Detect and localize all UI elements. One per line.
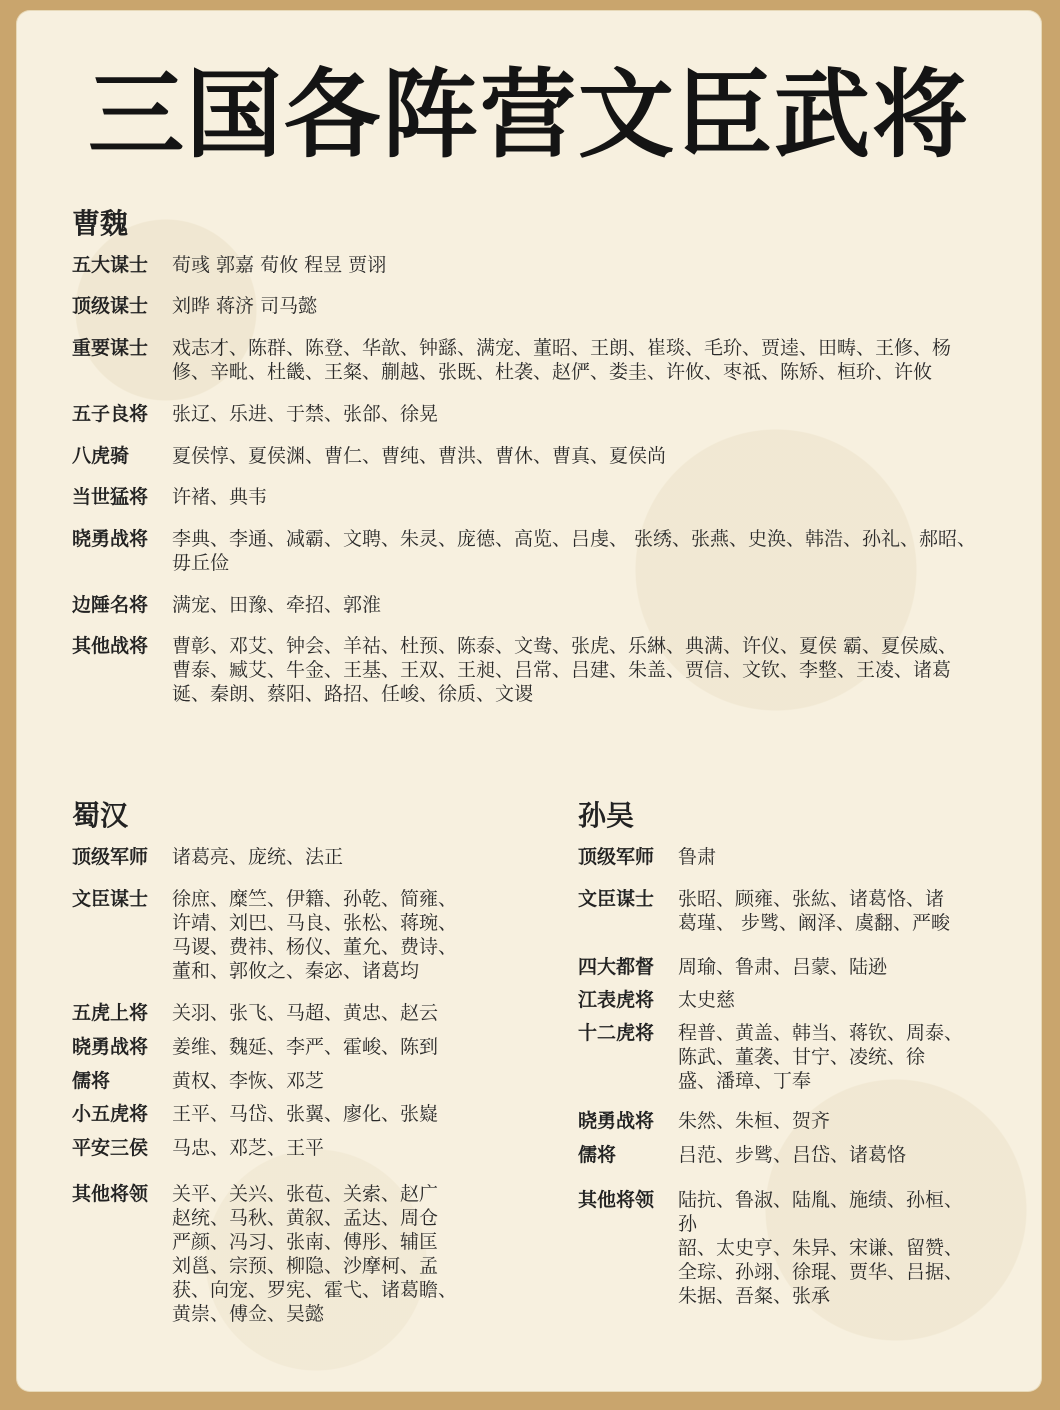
row-label: 当世猛将: [72, 486, 149, 508]
wei-row: [72, 294, 317, 318]
shu-row: [72, 1069, 324, 1093]
wu-row: [578, 845, 716, 869]
row-names: 曹彰、邓艾、钟会、羊祜、杜预、陈泰、文鸯、张虎、乐綝、典满、许仪、夏侯 霸、夏侯威、 曹泰、臧艾、牛金、王基、王双、王昶、吕常、吕建、朱盖、贾信、文钦、李整、王凌、诸葛 诞、秦朗、蔡阳、路招、任峻、徐质、文谡: [172, 635, 958, 705]
row-label: 儒将: [72, 1070, 111, 1092]
row-names: 关羽、张飞、马超、黄忠、赵云: [172, 1002, 439, 1024]
row-label: 平安三侯: [72, 1137, 149, 1159]
row-label: 晓勇战将: [578, 1110, 655, 1132]
wu-row: [578, 1109, 830, 1133]
wei-row: [72, 485, 267, 509]
shu-row: [72, 1035, 438, 1059]
wei-row: [72, 336, 951, 384]
row-label: 顶级军师: [72, 846, 149, 868]
row-names: 鲁肃: [678, 846, 717, 868]
row-names: 陆抗、鲁淑、陆胤、施绩、孙桓、 孙 韶、太史亨、朱异、宋谦、留赞、 全琮、孙翊、徐琨、贾华、吕据、 朱据、吾粲、张承: [678, 1189, 964, 1307]
row-names: 关平、关兴、张苞、关索、赵广 赵统、马秋、黄叙、孟达、周仓 严颜、冯习、张南、傅彤、辅匡 刘邕、宗预、柳隐、沙摩柯、孟 获、向宠、罗宪、霍弋、诸葛瞻、 黄崇、傅佥、吴懿: [172, 1183, 458, 1325]
row-names: 满宠、田豫、牵招、郭淮: [172, 594, 382, 616]
wu-row: [578, 887, 950, 935]
row-names: 张辽、乐进、于禁、张郃、徐晃: [172, 403, 439, 425]
wu-row: [578, 1188, 963, 1308]
shu-row: [72, 1136, 324, 1160]
row-label: 晓勇战将: [72, 528, 149, 550]
row-label: 四大都督: [578, 956, 655, 978]
row-label: 五虎上将: [72, 1002, 149, 1024]
row-label: 儒将: [578, 1144, 617, 1166]
row-label: 其他将领: [578, 1189, 655, 1211]
wei-row: [72, 402, 438, 426]
row-label: 重要谋士: [72, 337, 149, 359]
row-names: 姜维、魏延、李严、霍峻、陈到: [172, 1036, 439, 1058]
wei-row: [72, 253, 386, 277]
row-label: 江表虎将: [578, 989, 655, 1011]
row-label: 八虎骑: [72, 445, 130, 467]
section-title-wu: 孙吴: [578, 799, 635, 832]
wu-row: [578, 1143, 906, 1167]
row-label: 其他将领: [72, 1183, 149, 1205]
row-label: 小五虎将: [72, 1103, 149, 1125]
shu-row: [72, 1001, 438, 1025]
row-names: 太史慈: [678, 989, 736, 1011]
wei-row: [72, 444, 666, 468]
shu-row: [72, 1182, 457, 1326]
row-names: 王平、马岱、张翼、廖化、张嶷: [172, 1103, 439, 1125]
row-names: 刘晔 蒋济 司马懿: [172, 295, 318, 317]
row-names: 诸葛亮、庞统、法正: [172, 846, 344, 868]
wu-row: [578, 988, 735, 1012]
row-label: 文臣谋士: [72, 888, 149, 910]
row-label: 其他战将: [72, 635, 149, 657]
page-title: 三国各阵营文臣武将: [88, 59, 970, 171]
shu-row: [72, 1102, 438, 1126]
wei-row: [72, 634, 957, 706]
row-names: 程普、黄盖、韩当、蒋钦、周泰、 陈武、董袭、甘宁、凌统、徐 盛、潘璋、丁奉: [678, 1022, 964, 1092]
row-names: 夏侯惇、夏侯渊、曹仁、曹纯、曹洪、曹休、曹真、夏侯尚: [172, 445, 667, 467]
wu-row: [578, 1021, 963, 1093]
row-names: 黄权、李恢、邓芝: [172, 1070, 325, 1092]
row-names: 张昭、顾雍、张紘、诸葛恪、诸 葛瑾、 步骘、阚泽、虞翻、严畯: [678, 888, 951, 934]
row-names: 徐庶、糜竺、伊籍、孙乾、简雍、 许靖、刘巴、马良、张松、蒋琬、 马谡、费祎、杨仪、董允、费诗、 董和、郭攸之、秦宓、诸葛均: [172, 888, 458, 982]
row-names: 戏志才、陈群、陈登、华歆、钟繇、满宠、董昭、王朗、崔琰、毛玠、贾逵、田畴、王修、杨 修、辛毗、杜畿、王粲、蒯越、张既、杜袭、赵俨、娄圭、许攸、枣祗、陈矫、桓玠、许攸: [172, 337, 952, 383]
row-label: 五子良将: [72, 403, 149, 425]
row-label: 十二虎将: [578, 1022, 655, 1044]
shu-row: [72, 845, 343, 869]
row-label: 五大谋士: [72, 254, 149, 276]
poster-card: [16, 10, 1042, 1392]
row-names: 李典、李通、减霸、文聘、朱灵、庞德、高览、吕虔、 张绣、张燕、史涣、韩浩、孙礼、郝昭、 毋丘俭: [172, 528, 977, 574]
section-title-wei: 曹魏: [72, 207, 129, 240]
row-names: 朱然、朱桓、贺齐: [678, 1110, 831, 1132]
row-names: 许褚、典韦: [172, 486, 268, 508]
row-label: 文臣谋士: [578, 888, 655, 910]
section-title-shu: 蜀汉: [72, 799, 129, 832]
row-label: 晓勇战将: [72, 1036, 149, 1058]
row-names: 荀彧 郭嘉 荀攸 程昱 贾诩: [172, 254, 387, 276]
row-names: 周瑜、鲁肃、吕蒙、陆逊: [678, 956, 888, 978]
shu-row: [72, 887, 457, 983]
wu-row: [578, 955, 887, 979]
row-label: 顶级谋士: [72, 295, 149, 317]
wei-row: [72, 527, 976, 575]
row-label: 顶级军师: [578, 846, 655, 868]
row-names: 马忠、邓芝、王平: [172, 1137, 325, 1159]
wei-row: [72, 593, 381, 617]
row-names: 吕范、步骘、吕岱、诸葛恪: [678, 1144, 907, 1166]
row-label: 边陲名将: [72, 594, 149, 616]
